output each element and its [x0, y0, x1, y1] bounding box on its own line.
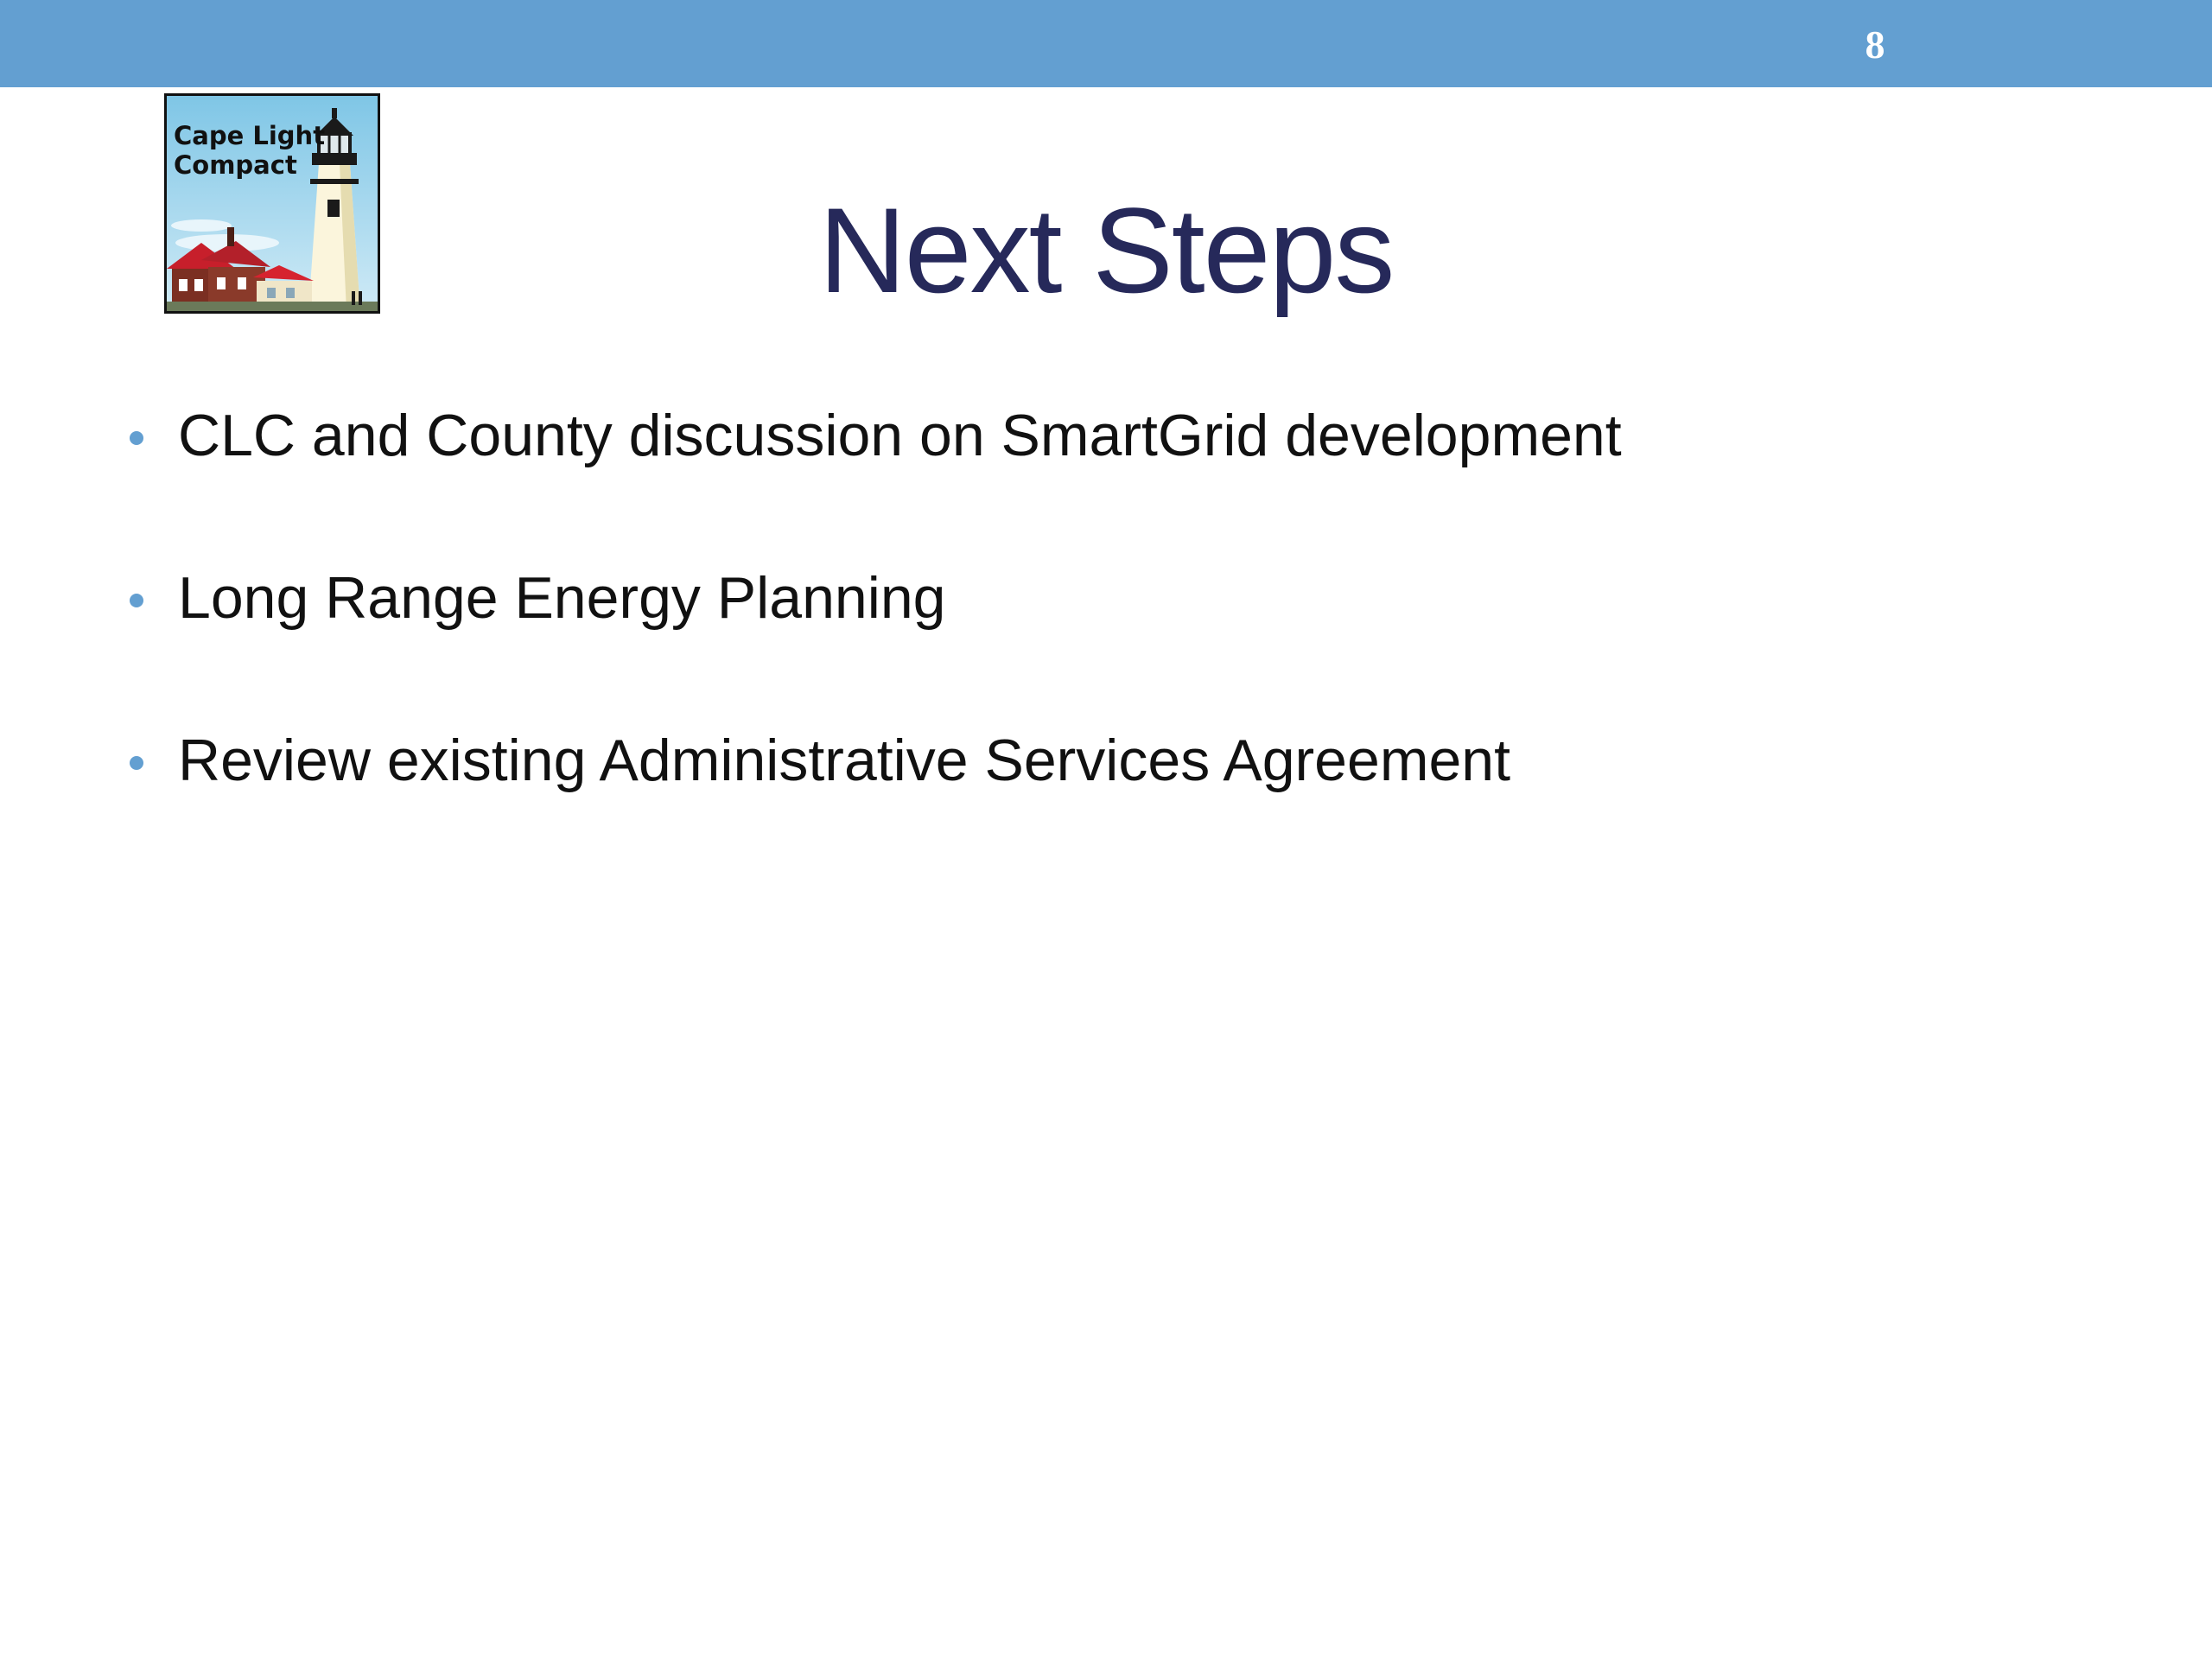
bullet-icon: [130, 594, 143, 607]
slide-title-text: Next Steps: [818, 182, 1394, 318]
bullet-text: CLC and County discussion on SmartGrid development: [178, 403, 1622, 468]
bullet-text: Review existing Administrative Services Agreement: [178, 728, 1510, 793]
bullet-icon: [130, 431, 143, 445]
bullet-text: Long Range Energy Planning: [178, 565, 946, 631]
list-item: [130, 714, 2117, 876]
logo-text-line2: Compact: [174, 150, 297, 180]
bullet-list: [130, 389, 2117, 876]
logo-text-line1: Cape Light: [174, 121, 326, 150]
top-banner: [0, 0, 2212, 87]
bullet-icon: [130, 756, 143, 770]
list-item: [130, 389, 2117, 551]
slide-title: [0, 177, 2212, 324]
slide-number: 8: [1865, 22, 1885, 67]
list-item: [130, 551, 2117, 714]
